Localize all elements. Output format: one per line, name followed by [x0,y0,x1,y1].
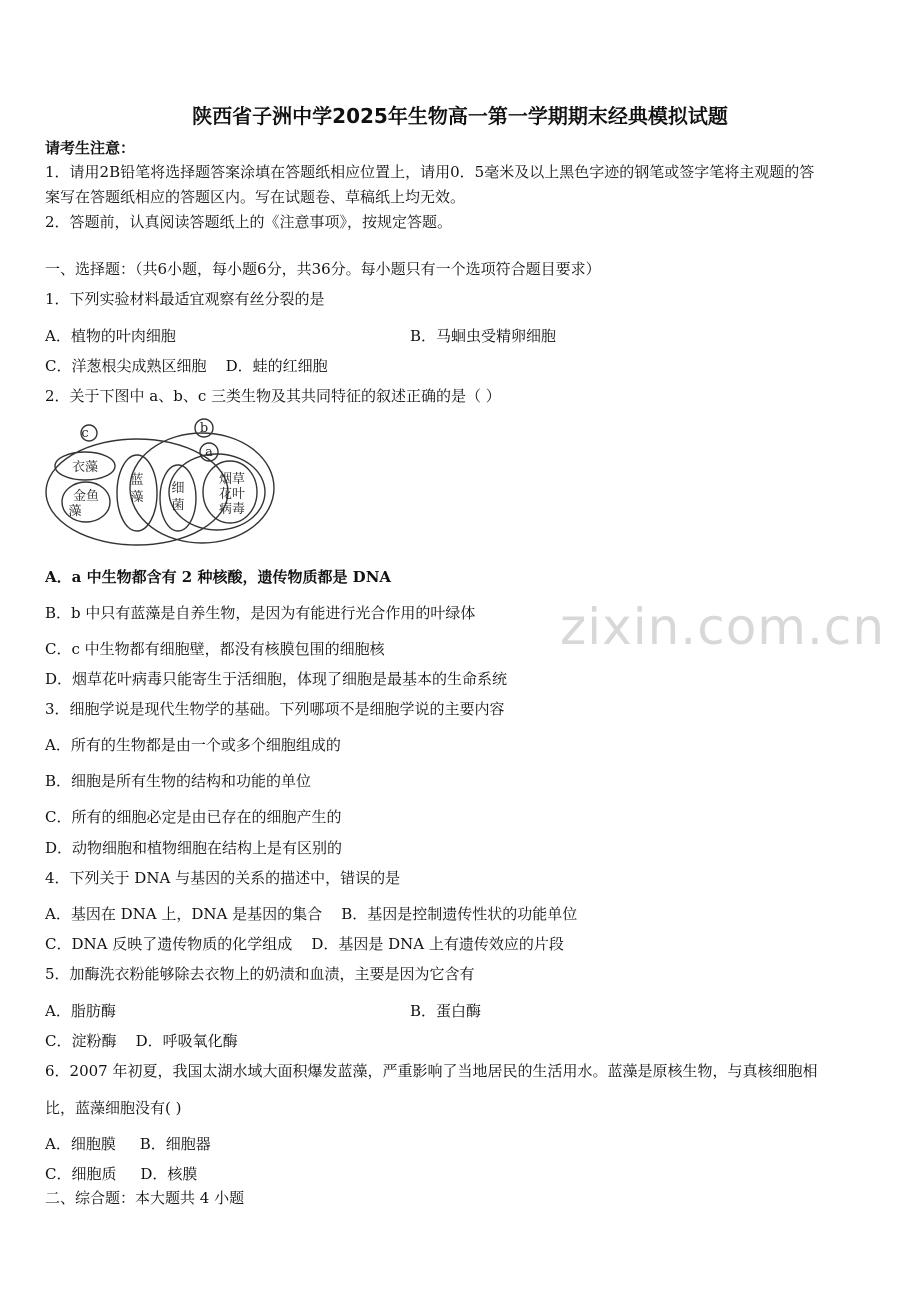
q2-venn-diagram [40,416,280,546]
q6-option-d[interactable]: D．核膜 [140,1165,198,1183]
notice-item2: 2．答题前，认真阅读答题纸上的《注意事项》，按规定答题。 [45,213,453,231]
q3-option-a[interactable]: A．所有的生物都是由一个或多个细胞组成的 [45,736,341,754]
q6-options-row2 [45,1164,197,1184]
venn-virus-3: 病毒 [218,502,246,517]
q3-option-c[interactable]: C．所有的细胞必定是由已存在的细胞产生的 [45,808,342,826]
venn-label-c: c [81,426,89,441]
notice-item1-line2: 案写在答题纸相应的答题区内。写在试题卷、草稿纸上均无效。 [45,188,466,206]
q1-option-d[interactable]: D．蛙的红细胞 [225,357,328,375]
q4-options-row2 [45,934,564,954]
q5-option-c[interactable]: C．淀粉酶 [45,1032,117,1050]
notice-item1-line1: 1．请用2B铅笔将选择题答案涂填在答题纸相应位置上，请用0．5毫米及以上黑色字迹的钢笔或签字笔将主观题的答 [45,163,815,181]
q1-options-row2 [45,356,328,376]
venn-label-a: a [205,445,213,460]
q5-options-row1 [45,1001,845,1021]
q6-option-b[interactable]: B．细胞器 [139,1135,211,1153]
q4-options-row1 [45,904,845,924]
q1-option-c[interactable]: C．洋葱根尖成熟区细胞 [45,357,207,375]
venn-virus-2: 花叶 [218,487,246,502]
q6-stem-line1: 6．2007 年初夏，我国太湖水域大面积爆发蓝藻，严重影响了当地居民的生活用水。蓝藻是原核生物，与真核细胞相 [45,1062,818,1080]
q5-option-b[interactable]: B．蛋白酶 [410,1002,482,1020]
q2-option-d[interactable]: D．烟草花叶病毒只能寄生于活细胞，体现了细胞是最基本的生命系统 [45,670,508,688]
q3-stem: 3．细胞学说是现代生物学的基础。下列哪项不是细胞学说的主要内容 [45,700,505,718]
q2-option-c[interactable]: C．c 中生物都有细胞壁，都没有核膜包围的细胞核 [45,640,385,658]
venn-lanzao-1: 蓝 [130,473,144,488]
q3-option-b[interactable]: B．细胞是所有生物的结构和功能的单位 [45,772,312,790]
q4-option-a[interactable]: A．基因在 DNA 上，DNA 是基因的集合 [45,905,323,923]
venn-jinyuzao-2: 藻 [68,504,82,519]
q5-option-d[interactable]: D．呼吸氧化酶 [135,1032,238,1050]
venn-xijun-2: 菌 [171,498,185,513]
venn-xijun-1: 细 [171,481,185,496]
q5-option-a[interactable]: A．脂肪酶 [45,1002,116,1020]
q6-stem-line2: 比，蓝藻细胞没有( ) [45,1099,182,1117]
q2-stem: 2．关于下图中 a、b、c 三类生物及其共同特征的叙述正确的是（ ） [45,387,501,405]
q6-option-a[interactable]: A．细胞膜 [45,1135,116,1153]
q4-stem: 4．下列关于 DNA 与基因的关系的描述中，错误的是 [45,869,401,887]
q4-option-c[interactable]: C．DNA 反映了遗传物质的化学组成 [45,935,293,953]
notice-heading: 请考生注意： [45,139,136,157]
venn-label-b: b [199,421,209,436]
q1-options-row1 [45,326,845,346]
section2-heading: 二、综合题：本大题共 4 小题 [45,1189,245,1207]
q5-stem: 5．加酶洗衣粉能够除去衣物上的奶渍和血渍，主要是因为它含有 [45,965,475,983]
q1-option-a[interactable]: A．植物的叶肉细胞 [45,327,176,345]
q1-stem: 1．下列实验材料最适宜观察有丝分裂的是 [45,290,325,308]
q5-options-row2 [45,1031,238,1051]
q4-option-d[interactable]: D．基因是 DNA 上有遗传效应的片段 [311,935,564,953]
venn-virus-1: 烟草 [218,472,246,487]
q1-option-b[interactable]: B．马蛔虫受精卵细胞 [410,327,557,345]
venn-lanzao-2: 藻 [130,490,144,505]
page-title: 陕西省子洲中学2025年生物高一第一学期期末经典模拟试题 [192,104,728,128]
q2-option-b[interactable]: B．b 中只有蓝藻是自养生物，是因为有能进行光合作用的叶绿体 [45,604,476,622]
venn-jinyuzao-1: 金鱼 [72,489,100,504]
venn-yizao: 衣藻 [71,460,99,475]
q3-option-d[interactable]: D．动物细胞和植物细胞在结构上是有区别的 [45,839,343,857]
q6-options-row1 [45,1134,211,1154]
section1-heading: 一、选择题：（共6小题，每小题6分，共36分。每小题只有一个选项符合题目要求） [45,260,601,278]
q6-option-c[interactable]: C．细胞质 [45,1165,117,1183]
watermark: zixin.com.cn [560,598,886,656]
q4-option-b[interactable]: B．基因是控制遗传性状的功能单位 [341,905,578,923]
q2-option-a[interactable]: A．a 中生物都含有 2 种核酸，遗传物质都是 DNA [45,568,392,586]
